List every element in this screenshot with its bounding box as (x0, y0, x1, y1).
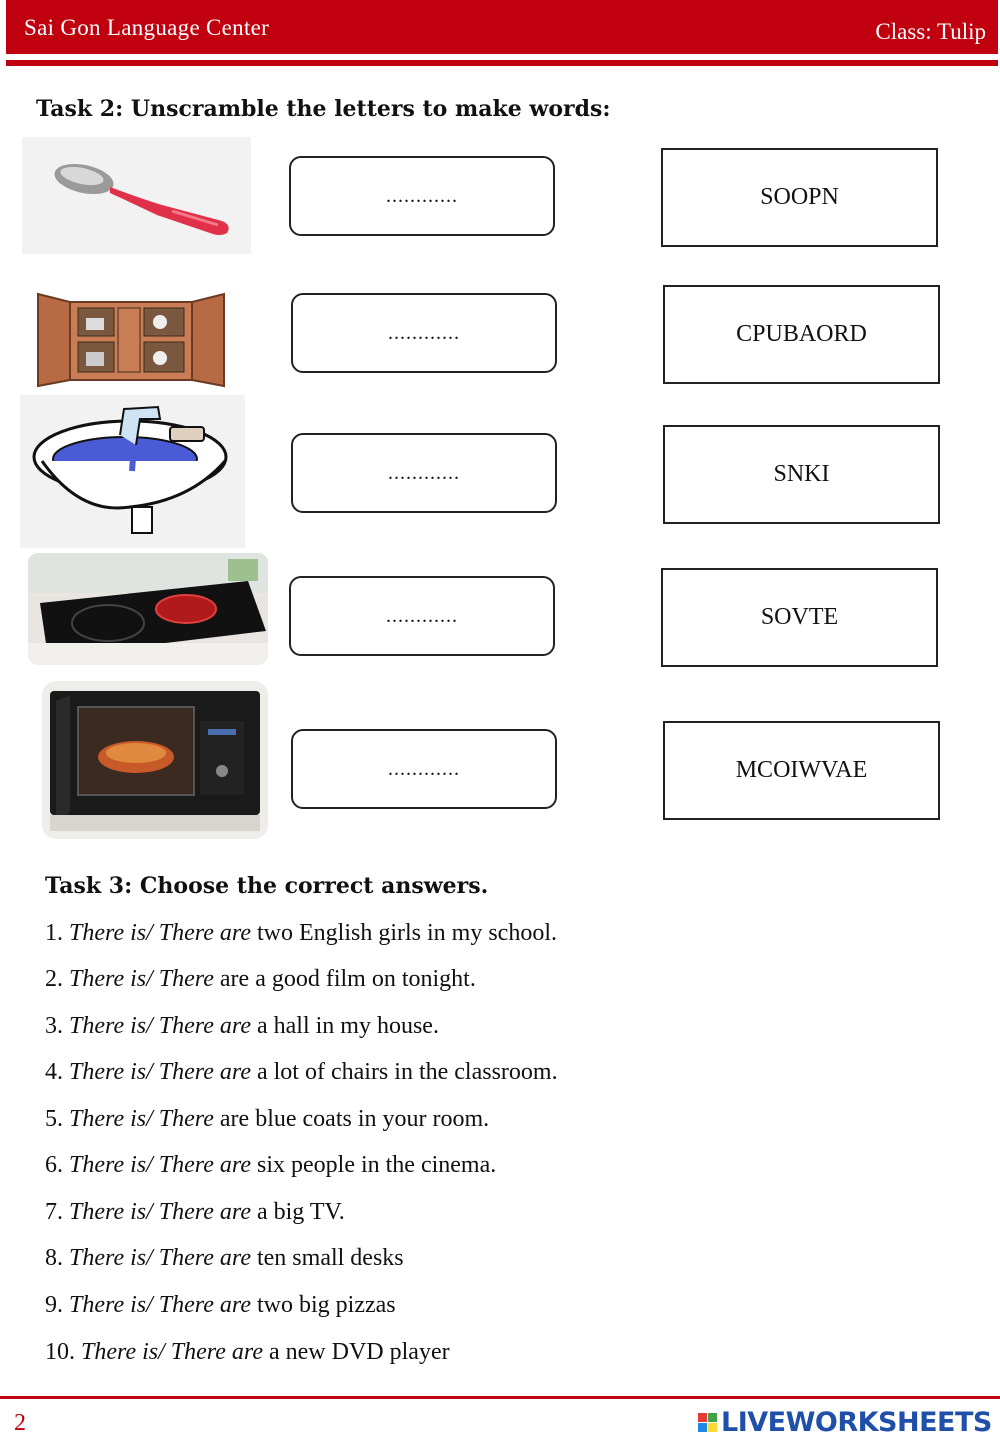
task2-title: Task 2: Unscramble the letters to make words: (36, 96, 611, 122)
option-there-are[interactable]: There are (158, 920, 251, 946)
option-there-are[interactable]: There (158, 1106, 214, 1132)
question-text: two English girls in my school. (256, 920, 557, 946)
logo-icon (698, 1413, 717, 1432)
question-number: 5. (45, 1106, 63, 1132)
question-2 (45, 966, 476, 993)
microwave-image (42, 681, 268, 839)
option-there-are[interactable]: There are (158, 1059, 251, 1085)
question-number: 1. (45, 920, 63, 946)
option-there-is[interactable]: There is/ (69, 1059, 153, 1085)
option-there-are[interactable]: There are (158, 1292, 251, 1318)
question-4 (45, 1059, 558, 1086)
question-number: 7. (45, 1199, 63, 1225)
answer-input-5[interactable]: ............ (291, 729, 557, 809)
question-5 (45, 1106, 489, 1133)
scrambled-word-1: SOOPN (661, 148, 938, 247)
question-7 (45, 1199, 345, 1226)
option-there-are[interactable]: There are (170, 1339, 263, 1365)
option-there-is[interactable]: There is/ (69, 966, 153, 992)
option-there-is[interactable]: There is/ (81, 1339, 165, 1365)
question-text: a hall in my house. (256, 1013, 439, 1039)
question-8 (45, 1245, 404, 1272)
question-text: six people in the cinema. (256, 1152, 497, 1178)
option-there-is[interactable]: There is/ (69, 1106, 153, 1132)
question-number: 4. (45, 1059, 63, 1085)
option-there-is[interactable]: There is/ (69, 1152, 153, 1178)
answer-input-3[interactable]: ............ (291, 433, 557, 513)
task3-title: Task 3: Choose the correct answers. (45, 873, 489, 899)
question-number: 10. (45, 1339, 75, 1365)
question-text: are blue coats in your room. (219, 1106, 490, 1132)
stove-image (28, 553, 268, 665)
question-text: a new DVD player (268, 1339, 450, 1365)
page-header (6, 0, 998, 54)
option-there-are[interactable]: There are (158, 1013, 251, 1039)
scrambled-word-2: CPUBAORD (663, 285, 940, 384)
answer-input-1[interactable]: ............ (289, 156, 555, 236)
option-there-are[interactable]: There (158, 966, 214, 992)
question-text: a lot of chairs in the classroom. (256, 1059, 558, 1085)
option-there-is[interactable]: There is/ (69, 1199, 153, 1225)
option-there-are[interactable]: There are (158, 1245, 251, 1271)
class-label: Class: Tulip (875, 19, 986, 44)
sink-image (20, 395, 245, 548)
question-1 (45, 920, 557, 947)
question-text: are a good film on tonight. (219, 966, 476, 992)
spoon-image (22, 137, 251, 254)
logo-text: LIVEWORKSHEETS (721, 1406, 992, 1438)
question-number: 8. (45, 1245, 63, 1271)
question-text: ten small desks (256, 1245, 404, 1271)
question-3 (45, 1013, 439, 1040)
option-there-is[interactable]: There is/ (69, 920, 153, 946)
question-number: 2. (45, 966, 63, 992)
scrambled-word-5: MCOIWVAE (663, 721, 940, 820)
liveworksheets-logo[interactable] (698, 1405, 992, 1439)
question-text: a big TV. (256, 1199, 345, 1225)
question-6 (45, 1152, 496, 1179)
option-there-is[interactable]: There is/ (69, 1013, 153, 1039)
answer-input-2[interactable]: ............ (291, 293, 557, 373)
scrambled-word-4: SOVTE (661, 568, 938, 667)
page-number: 2 (14, 1410, 26, 1436)
question-text: two big pizzas (256, 1292, 396, 1318)
cupboard-image (34, 288, 228, 388)
question-number: 6. (45, 1152, 63, 1178)
question-number: 9. (45, 1292, 63, 1318)
question-9 (45, 1292, 396, 1319)
scrambled-word-3: SNKI (663, 425, 940, 524)
school-name: Sai Gon Language Center (24, 15, 270, 40)
option-there-are[interactable]: There are (158, 1152, 251, 1178)
option-there-is[interactable]: There is/ (69, 1245, 153, 1271)
answer-input-4[interactable]: ............ (289, 576, 555, 656)
question-10 (45, 1339, 450, 1366)
question-number: 3. (45, 1013, 63, 1039)
option-there-are[interactable]: There are (158, 1199, 251, 1225)
option-there-is[interactable]: There is/ (69, 1292, 153, 1318)
footer-divider (0, 1396, 1000, 1399)
header-divider (6, 60, 998, 66)
